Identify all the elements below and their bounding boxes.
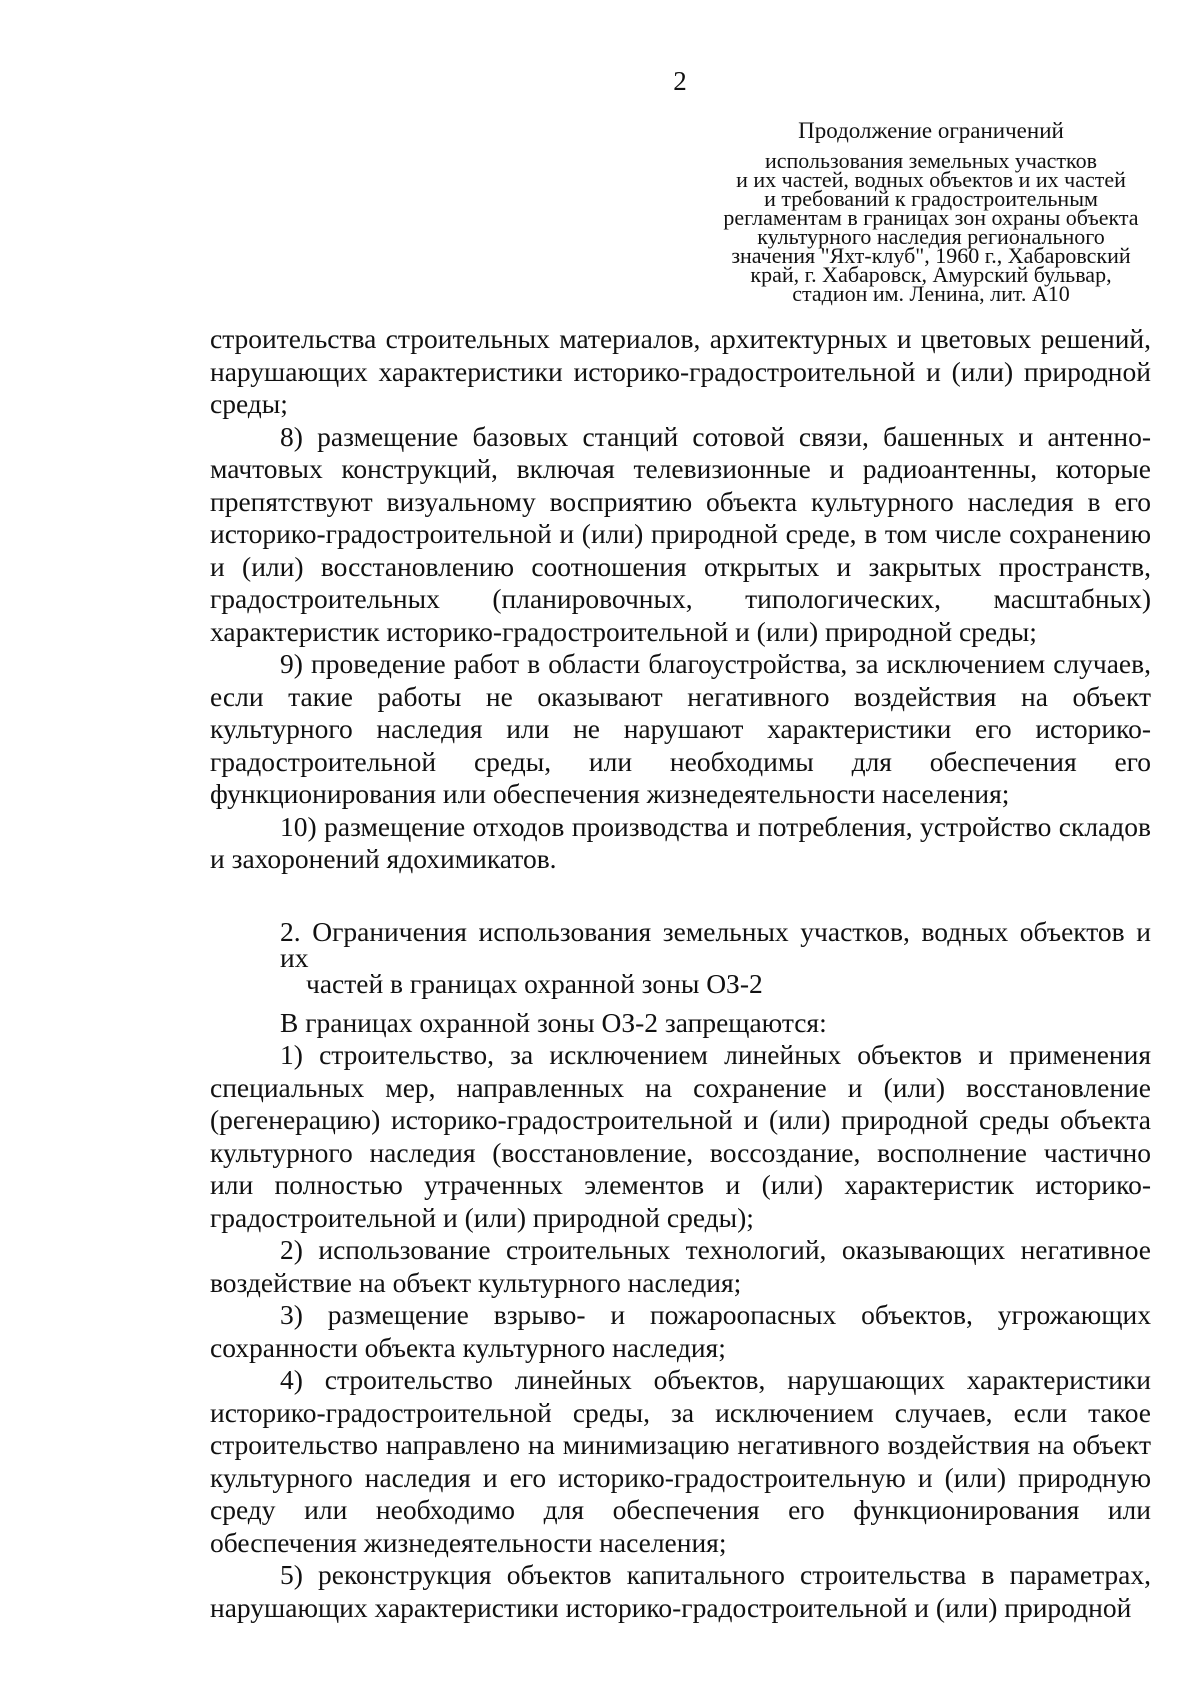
page-number: 2: [673, 66, 687, 96]
document-body: [210, 323, 1151, 1624]
document-header: [682, 116, 1180, 306]
section-heading-line: частей в границах охранной зоны ОЗ-2: [306, 967, 763, 999]
header-title: Продолжение ограничений: [798, 118, 1064, 143]
list-item: 1) строительство, за исключением линейных объектов и применения специальных мер, направленных на сохранение и (или) восстановление (регенерацию) историко-градостроительной и (или) природной среды объекта культурного наследия (восстановление, воссоздание, восполнение частично или полностью утраченных элементов и (или) характеристик историко-градостроительной и (или) природной среды);: [210, 1039, 1151, 1233]
list-item: 8) размещение базовых станций сотовой связи, башенных и антенно-мачтовых конструкций, включая телевизионные и радиоантенны, которые препятствуют визуальному восприятию объекта культурного наследия в его историко-градостроительной и (или) природной среде, в том числе сохранению и (или) восстановлению соотношения открытых и закрытых пространств, градостроительных (планировочных, типологических, масштабных) характеристик историко-градостроительной и (или) природной среды;: [210, 420, 1151, 647]
section-heading: [210, 915, 1151, 999]
list-item: 3) размещение взрыво- и пожароопасных объектов, угрожающих сохранности объекта культурного наследия;: [210, 1299, 1151, 1363]
list-item: 5) реконструкция объектов капитального строительства в параметрах, нарушающих характеристики историко-градостроительной и (или) природной: [210, 1559, 1151, 1623]
list-item: 10) размещение отходов производства и потребления, устройство складов и захоронений ядохимикатов.: [210, 810, 1151, 874]
list-item: 2) использование строительных технологий, оказывающих негативное воздействие на объект культурного наследия;: [210, 1234, 1151, 1298]
list-item: 4) строительство линейных объектов, нарушающих характеристики историко-градостроительной среды, за исключением случаев, если такое строительство направлено на минимизацию негативного воздействия на объект культурного наследия и его историко-градостроительную и (или) природную среду или необходимо для обеспечения его функционирования или обеспечения жизнедеятельности населения;: [210, 1364, 1151, 1558]
header-line: и их частей, водных объектов и их частей: [736, 167, 1126, 192]
section-intro: В границах охранной зоны ОЗ-2 запрещаются:: [280, 1006, 827, 1038]
header-line: край, г. Хабаровск, Амурский бульвар,: [750, 262, 1112, 287]
list-item: 9) проведение работ в области благоустройства, за исключением случаев, если такие работы не оказывают негативного воздействия на объект культурного наследия или не нарушают характеристики его историко-градостроительной среды, или необходимы для обеспечения его функционирования или обеспечения жизнедеятельности населения;: [210, 648, 1151, 809]
header-line: стадион им. Ленина, лит. А10: [792, 281, 1070, 306]
section-heading-line: 2. Ограничения использования земельных участков, водных объектов и их: [280, 915, 1151, 973]
header-line: использования земельных участков: [765, 148, 1097, 173]
header-line: культурного наследия регионального: [757, 224, 1105, 249]
continuation-paragraph: строительства строительных материалов, архитектурных и цветовых решений, нарушающих характеристики историко-градостроительной и (или) природной среды;: [210, 323, 1151, 419]
header-line: и требований к градостроительным: [764, 186, 1098, 211]
header-line: значения "Яхт-клуб", 1960 г., Хабаровский: [731, 243, 1131, 268]
header-line: регламентам в границах зон охраны объекта: [723, 205, 1139, 230]
